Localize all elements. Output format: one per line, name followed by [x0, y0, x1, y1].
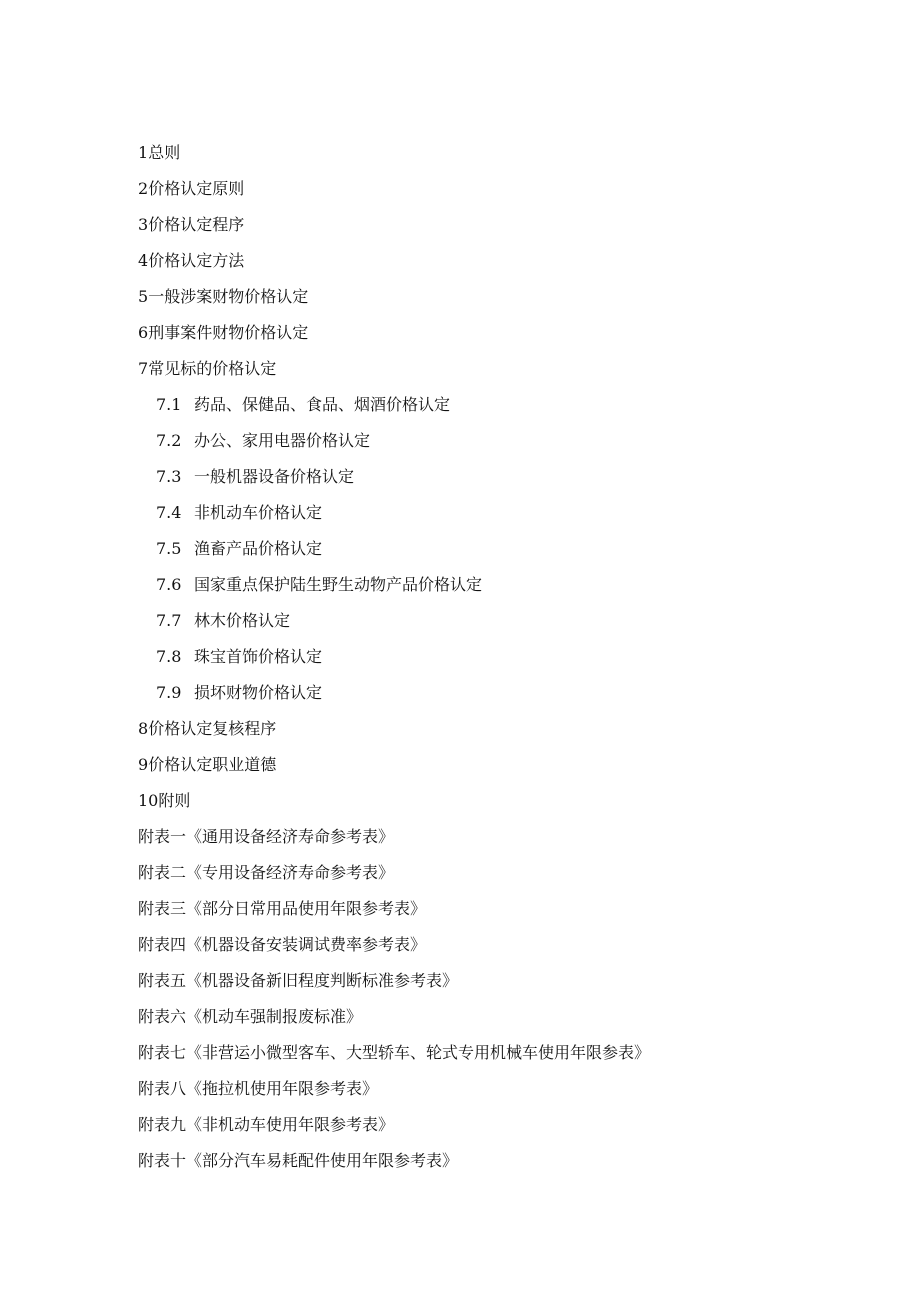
toc-section-3: 3价格认定程序 — [138, 215, 245, 234]
toc-section-1: 1总则 — [138, 143, 181, 162]
toc-appendix-7: 附表七《非营运小微型客车、大型轿车、轮式专用机械车使用年限参表》 — [138, 1043, 651, 1062]
toc-subsection-7-1: 7.1 药品、保健品、食品、烟酒价格认定 — [156, 395, 451, 414]
toc-appendix-8: 附表八《拖拉机使用年限参考表》 — [138, 1079, 379, 1098]
toc-subsection-7-2: 7.2 办公、家用电器价格认定 — [156, 431, 371, 450]
toc-section-4: 4价格认定方法 — [138, 251, 245, 270]
toc-appendix-3: 附表三《部分日常用品使用年限参考表》 — [138, 899, 427, 918]
toc-subsection-7-4: 7.4 非机动车价格认定 — [156, 503, 323, 522]
toc-subsection-7-9: 7.9 损坏财物价格认定 — [156, 683, 323, 702]
toc-section-9: 9价格认定职业道德 — [138, 755, 277, 774]
table-of-contents — [138, 140, 838, 1184]
toc-appendix-10: 附表十《部分汽车易耗配件使用年限参考表》 — [138, 1151, 459, 1170]
toc-subsection-7-3: 7.3 一般机器设备价格认定 — [156, 467, 355, 486]
toc-section-8: 8价格认定复核程序 — [138, 719, 277, 738]
toc-appendix-6: 附表六《机动车强制报废标准》 — [138, 1007, 363, 1026]
toc-appendix-4: 附表四《机器设备安装调试费率参考表》 — [138, 935, 427, 954]
toc-appendix-5: 附表五《机器设备新旧程度判断标准参考表》 — [138, 971, 459, 990]
toc-subsection-7-5: 7.5 渔畜产品价格认定 — [156, 539, 323, 558]
toc-appendix-1: 附表一《通用设备经济寿命参考表》 — [138, 827, 395, 846]
toc-section-2: 2价格认定原则 — [138, 179, 245, 198]
toc-section-7: 7常见标的价格认定 — [138, 359, 277, 378]
toc-section-6: 6刑事案件财物价格认定 — [138, 323, 309, 342]
toc-section-5: 5一般涉案财物价格认定 — [138, 287, 309, 306]
toc-subsection-7-8: 7.8 珠宝首饰价格认定 — [156, 647, 323, 666]
toc-appendix-9: 附表九《非机动车使用年限参考表》 — [138, 1115, 395, 1134]
toc-subsection-7-7: 7.7 林木价格认定 — [156, 611, 291, 630]
toc-subsection-7-6: 7.6 国家重点保护陆生野生动物产品价格认定 — [156, 575, 483, 594]
toc-appendix-2: 附表二《专用设备经济寿命参考表》 — [138, 863, 395, 882]
toc-section-10: 10附则 — [138, 791, 191, 810]
